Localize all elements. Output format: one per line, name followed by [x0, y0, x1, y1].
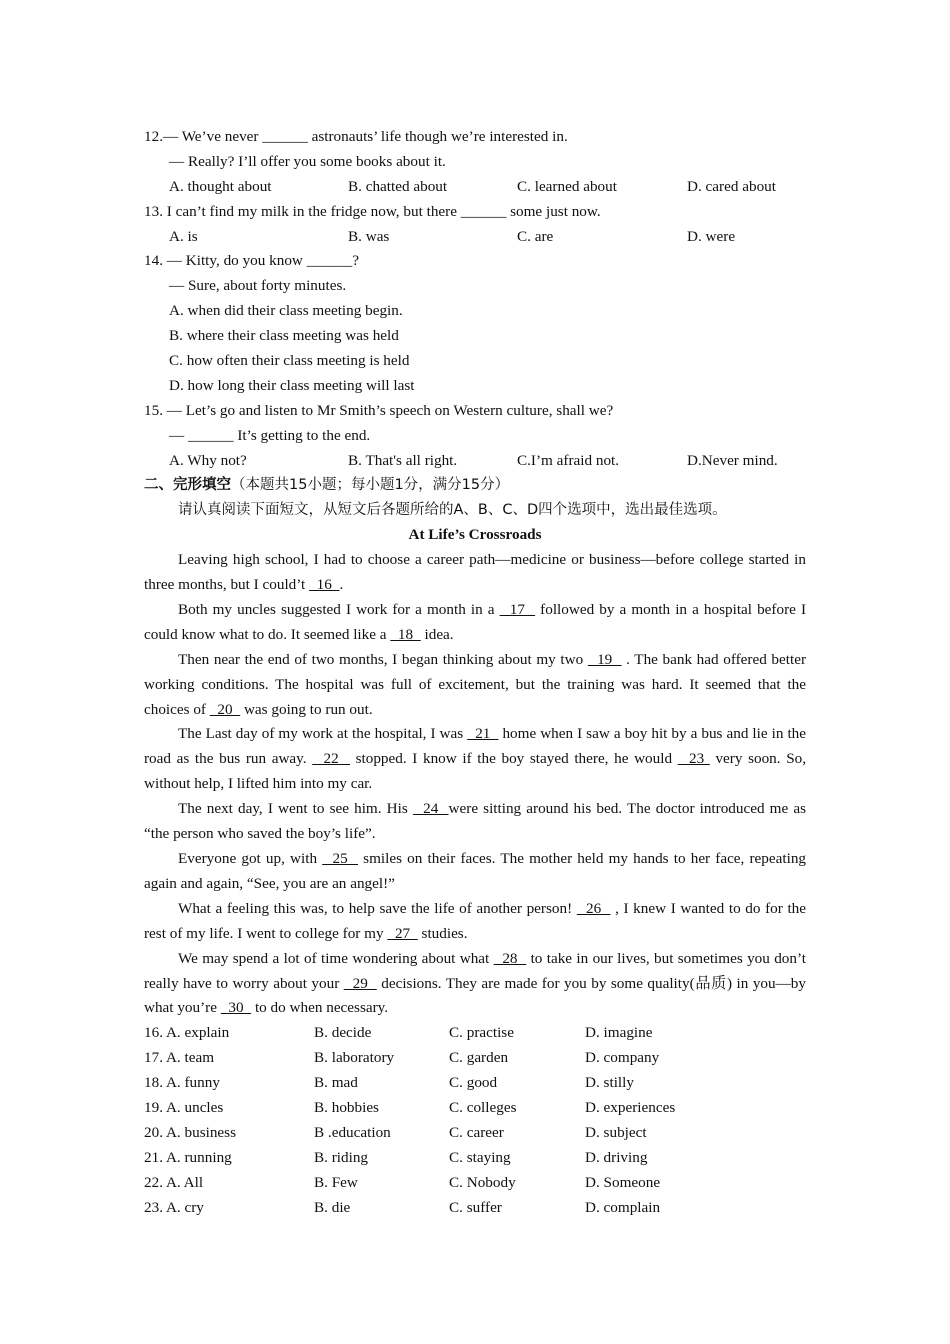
- option-d: D. how long their class meeting will last: [169, 376, 415, 394]
- blank-number: 18: [390, 625, 421, 643]
- answer-option: C. suffer: [449, 1198, 502, 1216]
- passage-text: Leaving high school, I had to choose a career path—medicine or business—before college started in three months, but I could’t: [144, 551, 806, 594]
- answer-option: D. company: [585, 1049, 660, 1067]
- option-b: B. where their class meeting was held: [169, 327, 399, 345]
- answer-option: D. complain: [585, 1198, 661, 1216]
- answer-option: C. good: [449, 1074, 498, 1092]
- section-heading-note: （本题共15小题；每小题1分，满分15分）: [231, 477, 510, 494]
- answer-option: B .education: [314, 1123, 391, 1141]
- passage-text: We may spend a lot of time wondering about what: [178, 949, 494, 967]
- passage-text: were sitting around his bed. The doctor introduced me as “the person who saved the boy’s life”.: [144, 800, 807, 843]
- answer-option: 20. A. business: [144, 1123, 236, 1141]
- option-a: A. is: [169, 227, 198, 245]
- passage-text: decisions. They are made for you by some quality(品质) in you—by what you’re: [144, 974, 806, 1017]
- option-a: A. when did their class meeting begin.: [169, 302, 403, 320]
- answer-option: 21. A. running: [144, 1148, 232, 1166]
- section-instruction: 请认真阅读下面短文，从短文后各题所给的A、B、C、D四个选项中，选出最佳选项。: [178, 502, 727, 519]
- passage-title: At Life’s Crossroads: [408, 526, 542, 544]
- passage-text: followed by a month in a hospital before I could know what to do. It seemed like a: [144, 600, 807, 643]
- blank-number: 25: [322, 850, 359, 868]
- passage-paragraph: [144, 847, 806, 897]
- blank-number: 21: [467, 725, 499, 743]
- passage-paragraph: [144, 598, 806, 648]
- passage-text: stopped. I know if the boy stayed there, he would: [349, 750, 678, 768]
- answer-option: D. imagine: [585, 1024, 653, 1042]
- question-stem: 13. I can’t find my milk in the fridge now, but there ______ some just now.: [144, 202, 601, 220]
- answer-option: 17. A. team: [144, 1049, 215, 1067]
- passage-text: What a feeling this was, to help save the life of another person!: [178, 899, 577, 917]
- passage-text: The next day, I went to see him. His: [178, 800, 413, 818]
- answer-option: D. driving: [585, 1148, 648, 1166]
- answer-row: [144, 1071, 806, 1096]
- passage-paragraph: [144, 797, 806, 847]
- answer-option: 22. A. All: [144, 1173, 204, 1191]
- passage-paragraph: [144, 947, 806, 1022]
- option-b: B. was: [348, 227, 390, 245]
- option-c: C.I’m afraid not.: [517, 451, 620, 469]
- answer-row: [144, 1121, 806, 1146]
- question-options: [144, 225, 806, 250]
- option-d: D. were: [687, 227, 736, 245]
- blank-number: 20: [209, 700, 241, 718]
- passage-text: Then near the end of two months, I began thinking about my two: [178, 650, 588, 668]
- passage-text: was going to run out.: [240, 700, 373, 718]
- passage-text: , I knew I wanted to do for the rest of my life. I went to college for my: [144, 899, 807, 942]
- question-stem: 12.— We’ve never ______ astronauts’ life though we’re interested in.: [144, 128, 568, 145]
- blank-number: 27: [387, 924, 418, 942]
- passage-paragraph: [144, 648, 806, 723]
- question-reply: — ______ It’s getting to the end.: [169, 426, 371, 444]
- passage-paragraph: [144, 548, 806, 598]
- option-c: C. how often their class meeting is held: [169, 352, 410, 370]
- answer-row: [144, 1096, 806, 1121]
- answer-option: B. decide: [314, 1024, 372, 1042]
- question-stem: 14. — Kitty, do you know ______?: [144, 252, 360, 270]
- question-reply: — Really? I’ll offer you some books about it.: [169, 152, 446, 170]
- answer-option: C. Nobody: [449, 1173, 516, 1191]
- answer-option: C. career: [449, 1123, 504, 1141]
- answer-option: C. garden: [449, 1049, 509, 1067]
- answer-option: D. experiences: [585, 1099, 676, 1117]
- passage-text: Everyone got up, with: [178, 850, 323, 868]
- blank-number: 19: [587, 650, 622, 668]
- answer-row: [144, 1046, 806, 1071]
- answer-row: [144, 1146, 806, 1171]
- passage-text: .: [339, 576, 344, 594]
- blank-number: 22: [312, 750, 350, 768]
- answer-option: 18. A. funny: [144, 1074, 220, 1092]
- passage-text: Both my uncles suggested I work for a month in a: [178, 600, 500, 618]
- passage-text: smiles on their faces. The mother held my hands to her face, repeating again and again, “See, you are an angel!”: [144, 850, 807, 892]
- answer-options: [144, 1021, 806, 1220]
- exam-page: [144, 125, 806, 1220]
- option-b: B. That's all right.: [348, 451, 458, 469]
- option-a: A. Why not?: [169, 451, 247, 469]
- answer-row: [144, 1196, 806, 1221]
- answer-option: C. practise: [449, 1024, 514, 1042]
- option-d: D.Never mind.: [687, 451, 778, 469]
- option-a: A. thought about: [169, 177, 272, 195]
- answer-option: B. laboratory: [314, 1049, 395, 1067]
- option-c: C. are: [517, 227, 554, 245]
- blank-number: 23: [677, 750, 710, 768]
- passage-text: The Last day of my work at the hospital, I was: [178, 725, 468, 743]
- blank-number: 24: [412, 800, 449, 818]
- passage-text: to do when necessary.: [251, 999, 389, 1017]
- section-heading: [144, 473, 806, 498]
- passage-text: studies.: [417, 924, 468, 942]
- passage: [144, 548, 806, 1021]
- blank-number: 26: [576, 899, 611, 917]
- answer-row: [144, 1021, 806, 1046]
- question-stem: 15. — Let’s go and listen to Mr Smith’s speech on Western culture, shall we?: [144, 401, 614, 419]
- passage-text: idea.: [420, 625, 454, 643]
- answer-option: 19. A. uncles: [144, 1099, 224, 1117]
- answer-option: B. hobbies: [314, 1099, 379, 1117]
- question-reply: — Sure, about forty minutes.: [169, 277, 347, 295]
- answer-option: B. mad: [314, 1074, 358, 1092]
- blank-number: 30: [220, 999, 252, 1017]
- passage-text: to take in our lives, but sometimes you don’t really have to worry about your: [144, 949, 807, 992]
- answer-option: D. stilly: [585, 1074, 634, 1092]
- option-b: B. chatted about: [348, 177, 448, 195]
- passage-text: very soon. So, without help, I lifted him into my car.: [144, 750, 807, 793]
- answer-option: B. Few: [314, 1173, 358, 1191]
- answer-option: 23. A. cry: [144, 1198, 204, 1216]
- passage-paragraph: [144, 722, 806, 797]
- blank-number: 16: [309, 576, 340, 594]
- answer-option: C. colleges: [449, 1099, 517, 1117]
- answer-option: 16. A. explain: [144, 1024, 230, 1042]
- option-d: D. cared about: [687, 177, 776, 195]
- answer-option: D. subject: [585, 1123, 647, 1141]
- answer-option: B. riding: [314, 1148, 369, 1166]
- blank-number: 17: [499, 600, 536, 618]
- question-options: [144, 175, 806, 200]
- section-heading-title: 二、完形填空: [144, 477, 231, 494]
- blank-number: 28: [493, 949, 527, 967]
- passage-text: . The bank had offered better working conditions. The hospital was full of excitement, but the training was hard. It seemed that the choices of: [144, 650, 807, 718]
- passage-text: home when I saw a boy hit by a bus and lie in the road as the bus run away.: [144, 725, 806, 768]
- answer-option: C. staying: [449, 1148, 511, 1166]
- answer-option: B. die: [314, 1198, 351, 1216]
- option-c: C. learned about: [517, 177, 617, 195]
- passage-paragraph: [144, 897, 806, 947]
- answer-row: [144, 1171, 806, 1196]
- answer-option: D. Someone: [585, 1173, 661, 1191]
- blank-number: 29: [343, 974, 377, 992]
- question-options: [144, 449, 806, 474]
